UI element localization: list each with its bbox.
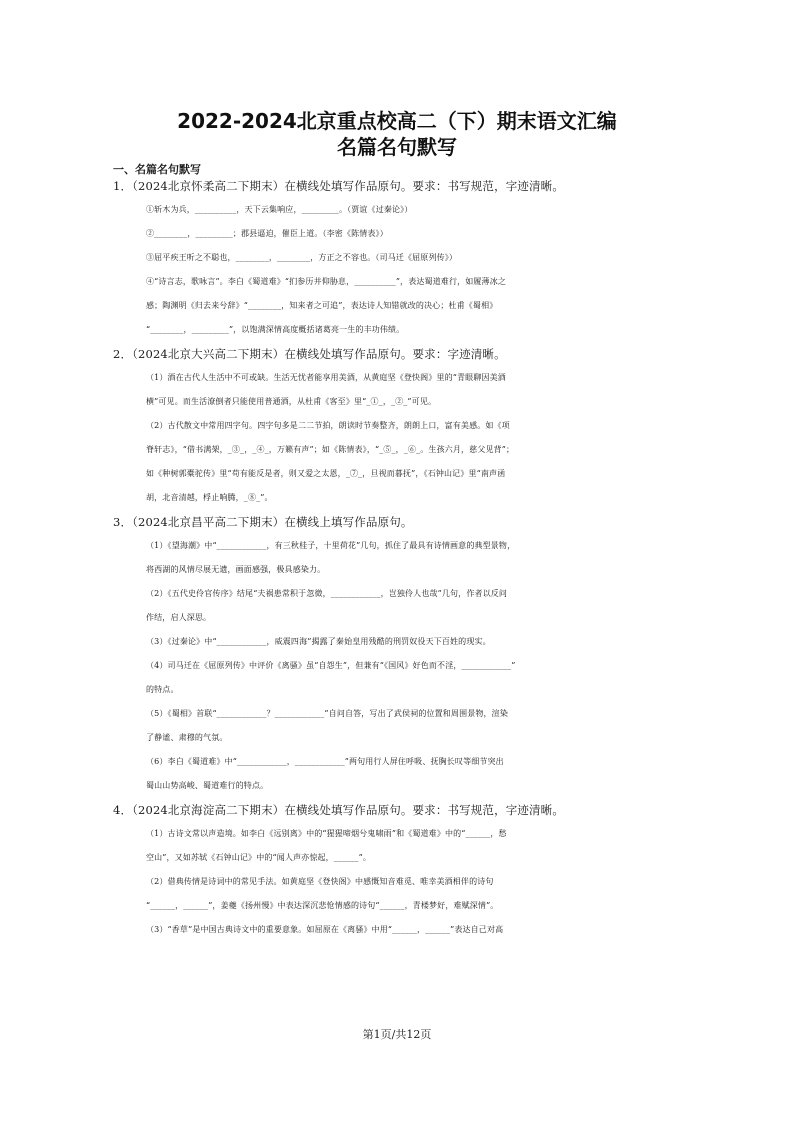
question-4-stem: 4．（2024北京海淀高二下期末）在横线处填写作品原句。要求：书写规范，字迹清晰。	[113, 803, 564, 817]
question-3-stem: 3．（2024北京昌平高二下期末）在横线上填写作品原句。	[113, 515, 413, 529]
question-3-part-2-line-2: 作结，启人深思。	[146, 613, 212, 622]
question-3-part-3: （3）《过秦论》中“____________，威震四海”揭露了秦始皇用残酷的刑罚奴役天下百姓的现实。	[146, 637, 491, 646]
question-2-part-2-line-1: （2）古代散文中常用四字句。四字句多是二二节拍，朗读时节奏整齐，朗朗上口，富有美感。如《项	[146, 421, 510, 430]
question-3-part-1-line-1: （1）《望海潮》中“____________，有三秋桂子，十里荷花”几句，抓住了最具有诗情画意的典型景物，	[146, 541, 516, 550]
question-3-part-4-line-2: 的特点。	[146, 685, 179, 694]
question-4-part-1-line-2: 空山”，又如苏轼《石钟山记》中的“闻人声亦惊起，______”。	[146, 853, 372, 862]
document-title: 2022-2024北京重点校高二（下）期末语文汇编	[177, 109, 617, 133]
question-3-part-2-line-1: （2）《五代史伶官传序》结尾“夫祸患常积于忽微，____________，岂独伶人也哉”几句，作者以反问	[146, 589, 508, 598]
question-1-item-2: ②________，_________；郡县逼迫，催臣上道。（李密《陈情表》）	[146, 229, 388, 238]
question-3-part-1-line-2: 将西湖的风情尽展无遗，画面感强，极具感染力。	[146, 565, 326, 574]
section-heading: 一、名篇名句默写	[113, 163, 201, 176]
question-1-item-1: ①斩木为兵，__________，天下云集响应，_________。（贾谊《过秦论》）	[146, 205, 413, 214]
question-1-item-4-line-3: “________，_________”，以饱满深情高度概括诸葛亮一生的丰功伟绩。	[146, 325, 405, 334]
question-3-part-6-line-1: （6）李白《蜀道难》中“____________，____________”两句用行人屏住呼吸、抚胸长叹等细节突出	[146, 757, 504, 766]
question-1-item-4-line-1: ④“诗言志，歌咏言”。李白《蜀道难》“扪参历井仰胁息，__________”，表达蜀道难行，如履薄冰之	[146, 277, 507, 286]
question-4-part-2-line-2: “______，______”，姜夔《扬州慢》中表达深沉悲怆情感的诗句“______，青楼梦好，难赋深情”。	[146, 901, 499, 910]
question-4-part-1-line-1: （1）古诗文常以声造境。如李白《远别离》中的“猩猩啼烟兮鬼啸雨”和《蜀道难》中的“______，愁	[146, 829, 507, 838]
question-3-part-6-line-2: 蜀山山势高峻、蜀道难行的特点。	[146, 781, 269, 790]
question-2-part-1-line-2: 横”可见。而生活潦倒者只能使用普通酒，从杜甫《客至》里“_①_，_②_”可见。	[146, 397, 437, 406]
question-1-item-4-line-2: 感；陶渊明《归去来兮辞》“________，知来者之可追”，表达诗人知错就改的决心；杜甫《蜀相》	[146, 301, 498, 310]
question-2-part-1-line-1: （1）酒在古代人生活中不可或缺。生活无忧者能享用美酒，从黄庭坚《登快阁》里的“青眼聊因美酒	[146, 373, 506, 382]
question-2-part-2-line-3: 如《种树郭橐驼传》里“苟有能反是者，则又爱之太恩，_⑦_，旦视而暮抚”，《石钟山记》里“南声函	[146, 469, 506, 478]
question-2-stem: 2．（2024北京大兴高二下期末）在横线处填写作品原句。要求：字迹清晰。	[113, 347, 506, 361]
question-3-part-5-line-1: （5）《蜀相》首联“____________？____________”自问自答，写出了武侯祠的位置和周围景物，渲染	[146, 709, 508, 718]
page-number-footer: 第1页/共12页	[362, 1028, 432, 1041]
question-2-part-2-line-4: 胡，北音清越，桴止响腾，_⑧_”。	[146, 493, 273, 502]
question-3-part-4-line-1: （4）司马迁在《屈原列传》中评价《离骚》虽“自怨生”，但兼有“《国风》好色而不淫，____________”	[146, 661, 516, 670]
question-4-part-3-line-1: （3）“香草”是中国古典诗文中的重要意象。如屈原在《离骚》中用“______，______”表达自己对高	[146, 925, 504, 934]
question-2-part-2-line-2: 脊轩志》，“借书满架，_③_，_④_，万籁有声”；如《陈情表》，“_⑤_，_⑥_。生孩六月，慈父见背”；	[146, 445, 515, 454]
question-1-item-3: ③屈平疾王听之不聪也，________，________，方正之不容也。（司马迁《屈原列传》）	[146, 253, 458, 262]
question-1-stem: 1．（2024北京怀柔高二下期末）在横线处填写作品原句。要求：书写规范，字迹清晰。	[113, 179, 564, 193]
document-subtitle: 名篇名句默写	[337, 135, 457, 159]
question-3-part-5-line-2: 了静谧、肃穆的气氛。	[146, 733, 228, 742]
question-4-part-2-line-1: （2）借典传情是诗词中的常见手法。如黄庭坚《登快阁》中感慨知音难觅、唯幸美酒相伴的诗句	[146, 877, 494, 886]
